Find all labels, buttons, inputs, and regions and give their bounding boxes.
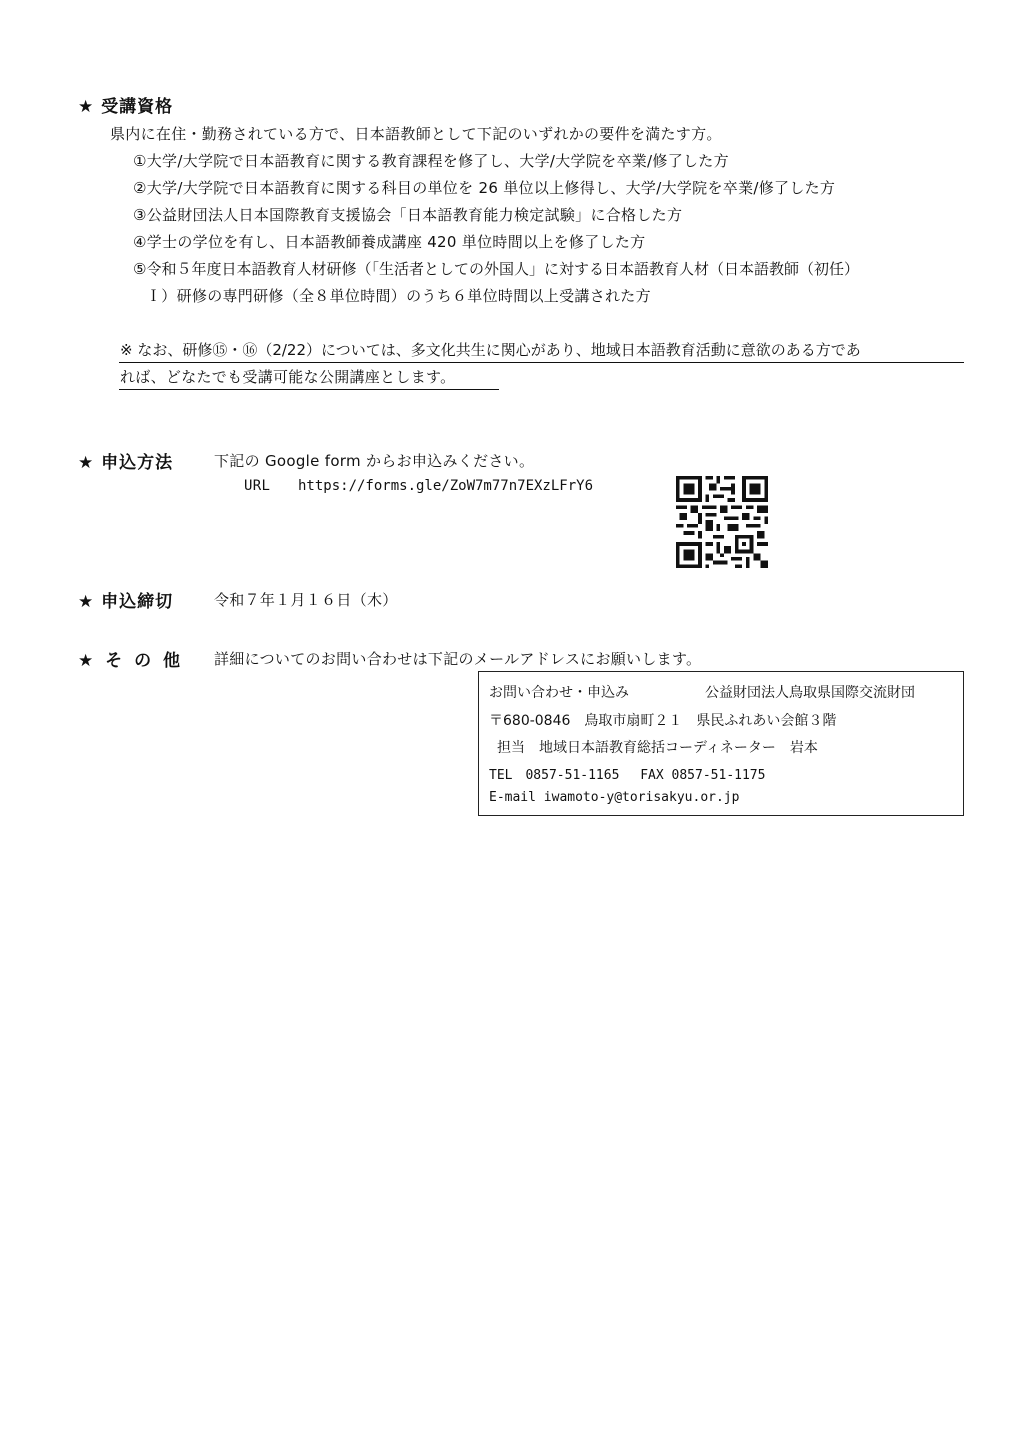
- application-heading: ★ 申込方法: [78, 453, 174, 473]
- qualification-item-5: ⑤令和５年度日本語教育人材研修（「生活者としての外国人」に対する日本語教育人材（日本語教師（初任）: [133, 260, 859, 278]
- contact-person: 担当 地域日本語教育総括コーディネーター 岩本: [497, 740, 818, 756]
- application-url-link[interactable]: https://forms.gle/ZoW7m77n7EXzLFrY6: [298, 478, 594, 494]
- open-lecture-note-line1: ※ なお、研修⑮・⑯（2/22）については、多文化共生に関心があり、地域日本語教育活動に意欲のある方であ: [120, 341, 861, 359]
- qualification-item-5-cont: Ｉ）研修の専門研修（全８単位時間）のうち６単位時間以上受講された方: [146, 287, 651, 305]
- contact-org: 公益財団法人鳥取県国際交流財団: [705, 685, 915, 701]
- contact-email-link[interactable]: E-mail iwamoto-y@torisakyu.or.jp: [489, 790, 740, 805]
- url-label: URL: [244, 478, 271, 494]
- qualifications-intro: 県内に在住・勤務されている方で、日本語教師として下記のいずれかの要件を満たす方。: [110, 125, 722, 143]
- other-heading: ★ そ の 他: [78, 651, 183, 671]
- note-underline-1: [119, 362, 964, 363]
- contact-phone: TEL 0857-51-1165 FAX 0857-51-1175: [489, 768, 766, 783]
- qualification-item-3: ③公益財団法人日本国際教育支援協会「日本語教育能力検定試験」に合格した方: [133, 206, 683, 224]
- contact-box: [478, 671, 964, 816]
- application-text: 下記の Google form からお申込みください。: [214, 452, 535, 470]
- open-lecture-note-line2: れば、どなたでも受講可能な公開講座とします。: [120, 368, 456, 386]
- contact-label: お問い合わせ・申込み: [489, 685, 629, 701]
- contact-address: 〒680-0846 鳥取市扇町２１ 県民ふれあい会館３階: [489, 713, 837, 729]
- qualification-item-2: ②大学/大学院で日本語教育に関する科目の単位を 26 単位以上修得し、大学/大学院を卒業/修了した方: [133, 179, 836, 197]
- qr-code-icon[interactable]: [676, 476, 768, 568]
- note-underline-2: [119, 389, 499, 390]
- qualifications-heading: ★ 受講資格: [78, 97, 174, 117]
- qualification-item-1: ①大学/大学院で日本語教育に関する教育課程を修了し、大学/大学院を卒業/修了した方: [133, 152, 729, 170]
- deadline-date: 令和７年１月１６日（木）: [214, 591, 398, 609]
- deadline-heading: ★ 申込締切: [78, 592, 174, 612]
- other-text: 詳細についてのお問い合わせは下記のメールアドレスにお願いします。: [214, 650, 702, 668]
- qualification-item-4: ④学士の学位を有し、日本語教師養成講座 420 単位時間以上を修了した方: [133, 233, 646, 251]
